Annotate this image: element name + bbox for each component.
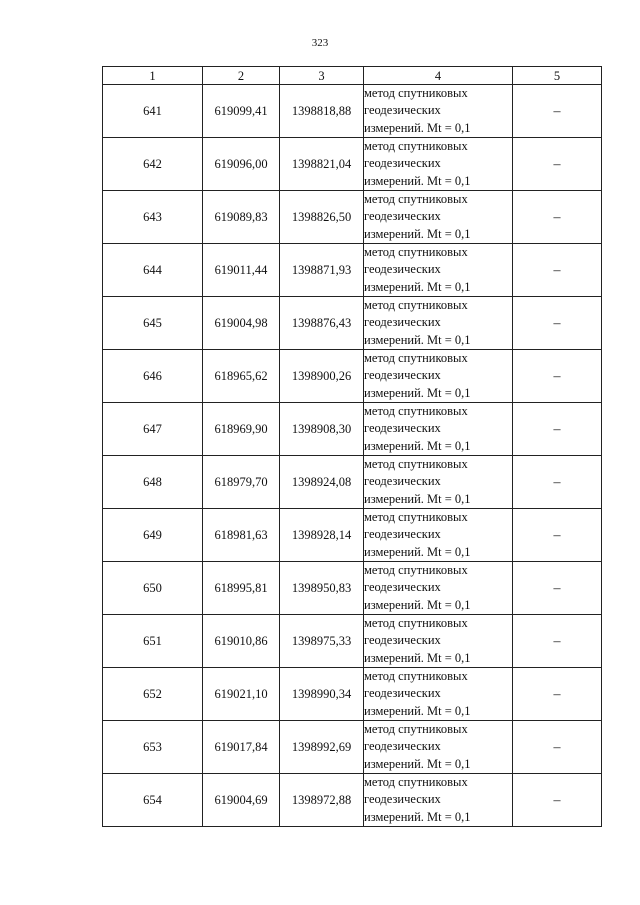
method-line: метод спутниковых [364, 192, 468, 207]
point-number-cell: 653 [103, 721, 203, 774]
method-line: метод спутниковых [364, 457, 468, 472]
x-coordinate-cell: 618969,90 [203, 403, 280, 456]
x-coordinate-cell: 619004,98 [203, 297, 280, 350]
point-number-cell: 644 [103, 244, 203, 297]
method-line: геодезических [364, 315, 441, 330]
table-row [103, 615, 602, 668]
table-row [103, 244, 602, 297]
error-cell: – [513, 403, 602, 456]
method-line: геодезических [364, 156, 441, 171]
method-line: метод спутниковых [364, 775, 468, 790]
method-line: метод спутниковых [364, 404, 468, 419]
method-line: измерений. Mt = 0,1 [364, 385, 471, 400]
method-cell [364, 721, 513, 774]
method-line: измерений. Mt = 0,1 [364, 438, 471, 453]
x-coordinate-cell: 619010,86 [203, 615, 280, 668]
error-cell: – [513, 85, 602, 138]
x-coordinate-cell: 618965,62 [203, 350, 280, 403]
x-coordinate-cell: 619017,84 [203, 721, 280, 774]
method-cell [364, 85, 513, 138]
method-line: метод спутниковых [364, 669, 468, 684]
y-coordinate-cell: 1398928,14 [280, 509, 364, 562]
point-number-cell: 642 [103, 138, 203, 191]
point-number-cell: 649 [103, 509, 203, 562]
point-number-cell: 651 [103, 615, 203, 668]
error-cell: – [513, 350, 602, 403]
point-number-cell: 646 [103, 350, 203, 403]
table-row [103, 668, 602, 721]
page-number: 323 [311, 37, 329, 49]
point-number-cell: 648 [103, 456, 203, 509]
method-cell [364, 668, 513, 721]
method-line: метод спутниковых [364, 298, 468, 313]
error-cell: – [513, 615, 602, 668]
table-row [103, 403, 602, 456]
method-line: геодезических [364, 527, 441, 542]
error-cell: – [513, 562, 602, 615]
x-coordinate-cell: 618979,70 [203, 456, 280, 509]
point-number-cell: 641 [103, 85, 203, 138]
error-cell: – [513, 244, 602, 297]
method-line: измерений. Mt = 0,1 [364, 544, 471, 559]
x-coordinate-cell: 619089,83 [203, 191, 280, 244]
method-cell [364, 350, 513, 403]
point-number-cell: 652 [103, 668, 203, 721]
method-cell [364, 403, 513, 456]
method-cell [364, 191, 513, 244]
y-coordinate-cell: 1398871,93 [280, 244, 364, 297]
header-col-3: 3 [280, 67, 364, 85]
x-coordinate-cell: 619021,10 [203, 668, 280, 721]
method-line: измерений. Mt = 0,1 [364, 650, 471, 665]
y-coordinate-cell: 1398992,69 [280, 721, 364, 774]
table-row [103, 297, 602, 350]
method-line: измерений. Mt = 0,1 [364, 173, 471, 188]
method-line: измерений. Mt = 0,1 [364, 491, 471, 506]
method-cell [364, 297, 513, 350]
table-row [103, 138, 602, 191]
x-coordinate-cell: 619096,00 [203, 138, 280, 191]
method-line: метод спутниковых [364, 616, 468, 631]
method-line: измерений. Mt = 0,1 [364, 756, 471, 771]
header-col-1: 1 [103, 67, 203, 85]
method-line: геодезических [364, 209, 441, 224]
table-row [103, 509, 602, 562]
point-number-cell: 643 [103, 191, 203, 244]
method-line: метод спутниковых [364, 510, 468, 525]
x-coordinate-cell: 619011,44 [203, 244, 280, 297]
method-cell [364, 774, 513, 827]
method-cell [364, 615, 513, 668]
method-line: геодезических [364, 792, 441, 807]
table-row [103, 774, 602, 827]
header-col-2: 2 [203, 67, 280, 85]
table-row [103, 350, 602, 403]
method-line: геодезических [364, 686, 441, 701]
error-cell: – [513, 774, 602, 827]
table-row [103, 721, 602, 774]
y-coordinate-cell: 1398821,04 [280, 138, 364, 191]
y-coordinate-cell: 1398876,43 [280, 297, 364, 350]
point-number-cell: 645 [103, 297, 203, 350]
y-coordinate-cell: 1398900,26 [280, 350, 364, 403]
table-row [103, 562, 602, 615]
method-line: геодезических [364, 421, 441, 436]
method-cell [364, 562, 513, 615]
table-row [103, 191, 602, 244]
method-line: метод спутниковых [364, 245, 468, 260]
error-cell: – [513, 456, 602, 509]
method-line: измерений. Mt = 0,1 [364, 279, 471, 294]
error-cell: – [513, 668, 602, 721]
method-line: измерений. Mt = 0,1 [364, 120, 471, 135]
coordinates-table [102, 66, 602, 827]
y-coordinate-cell: 1398950,83 [280, 562, 364, 615]
y-coordinate-cell: 1398818,88 [280, 85, 364, 138]
method-cell [364, 244, 513, 297]
method-line: геодезических [364, 739, 441, 754]
point-number-cell: 654 [103, 774, 203, 827]
method-line: метод спутниковых [364, 351, 468, 366]
y-coordinate-cell: 1398924,08 [280, 456, 364, 509]
method-line: геодезических [364, 633, 441, 648]
method-line: измерений. Mt = 0,1 [364, 597, 471, 612]
x-coordinate-cell: 618995,81 [203, 562, 280, 615]
header-col-5: 5 [513, 67, 602, 85]
error-cell: – [513, 191, 602, 244]
x-coordinate-cell: 619099,41 [203, 85, 280, 138]
method-line: метод спутниковых [364, 139, 468, 154]
method-line: измерений. Mt = 0,1 [364, 809, 471, 824]
method-line: геодезических [364, 580, 441, 595]
method-line: метод спутниковых [364, 86, 468, 101]
table-row [103, 456, 602, 509]
method-line: измерений. Mt = 0,1 [364, 332, 471, 347]
table-row [103, 85, 602, 138]
method-line: измерений. Mt = 0,1 [364, 703, 471, 718]
method-line: метод спутниковых [364, 722, 468, 737]
header-col-4: 4 [364, 67, 513, 85]
method-line: метод спутниковых [364, 563, 468, 578]
method-line: геодезических [364, 262, 441, 277]
y-coordinate-cell: 1398972,88 [280, 774, 364, 827]
point-number-cell: 647 [103, 403, 203, 456]
method-line: геодезических [364, 103, 441, 118]
error-cell: – [513, 721, 602, 774]
x-coordinate-cell: 619004,69 [203, 774, 280, 827]
y-coordinate-cell: 1398975,33 [280, 615, 364, 668]
y-coordinate-cell: 1398826,50 [280, 191, 364, 244]
point-number-cell: 650 [103, 562, 203, 615]
method-line: геодезических [364, 474, 441, 489]
method-line: геодезических [364, 368, 441, 383]
error-cell: – [513, 138, 602, 191]
y-coordinate-cell: 1398908,30 [280, 403, 364, 456]
method-cell [364, 456, 513, 509]
method-cell [364, 509, 513, 562]
method-line: измерений. Mt = 0,1 [364, 226, 471, 241]
x-coordinate-cell: 618981,63 [203, 509, 280, 562]
error-cell: – [513, 297, 602, 350]
method-cell [364, 138, 513, 191]
error-cell: – [513, 509, 602, 562]
header-row [103, 67, 602, 85]
y-coordinate-cell: 1398990,34 [280, 668, 364, 721]
